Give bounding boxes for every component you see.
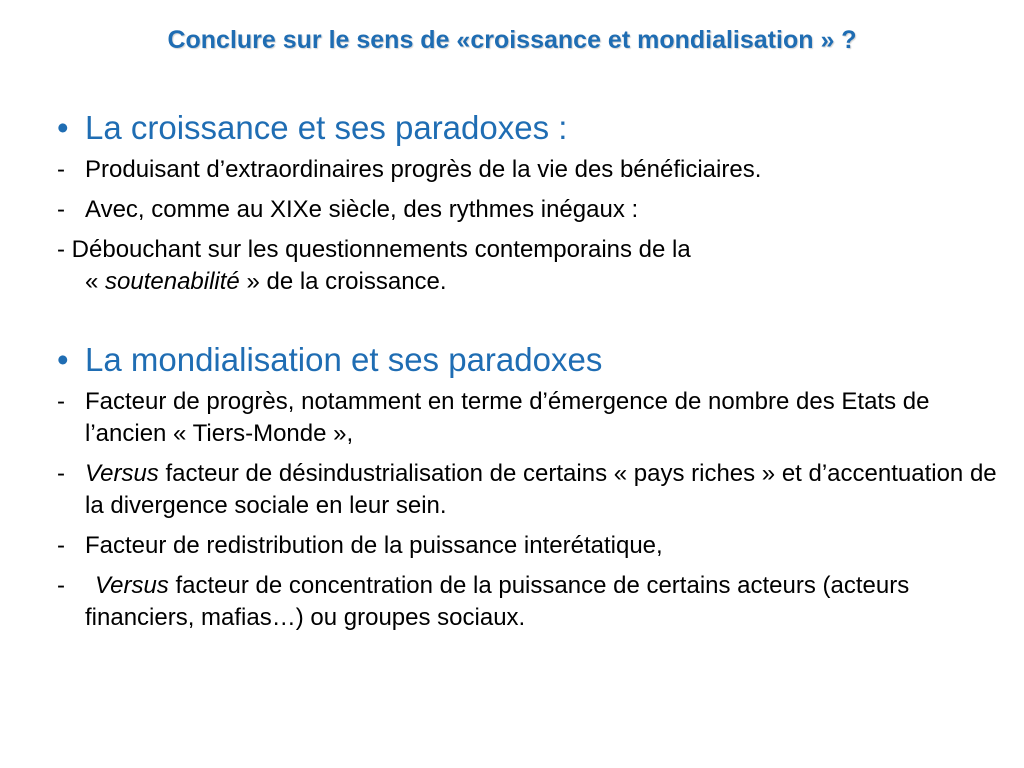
list-item xyxy=(57,458,1007,522)
italic-term: Versus xyxy=(85,460,159,487)
list-item xyxy=(57,570,1007,634)
spacer xyxy=(57,298,1007,340)
section-heading-mondialisation xyxy=(57,340,1007,380)
dash-marker: - xyxy=(57,532,65,559)
list-item-text-line1: - Débouchant sur les questionnements contemporains de la xyxy=(57,236,691,263)
list-item-text: facteur de concentration de la puissance de certains acteurs (acteurs financiers, mafias…) ou groupes sociaux. xyxy=(85,572,910,631)
bullet-icon: • xyxy=(57,109,69,146)
dash-marker: - xyxy=(57,156,65,183)
slide-title: Conclure sur le sens de «croissance et mondialisation » ? xyxy=(167,26,857,54)
section-heading-text: La mondialisation et ses paradoxes xyxy=(85,341,603,378)
list-item-text: Facteur de redistribution de la puissance interétatique, xyxy=(85,532,663,559)
section-heading-croissance xyxy=(57,108,1007,148)
dash-marker: - xyxy=(57,388,65,415)
list-item xyxy=(57,194,1007,226)
list-item-text: facteur de désindustrialisation de certains « pays riches » et d’accentuation de la divergence sociale en leur sein. xyxy=(85,460,997,519)
list-item xyxy=(57,530,1007,562)
quote-open: « xyxy=(85,268,106,295)
list-item-text: Avec, comme au XIXe siècle, des rythmes inégaux : xyxy=(85,196,639,223)
indent-spacer xyxy=(85,572,95,599)
list-item xyxy=(57,154,1007,186)
bullet-icon: • xyxy=(57,341,69,378)
list-item-text-line2 xyxy=(57,266,1007,298)
list-item xyxy=(57,386,1007,450)
dash-marker: - xyxy=(57,460,65,487)
dash-marker: - xyxy=(57,572,65,599)
dash-marker: - xyxy=(57,196,65,223)
quote-close: » de la croissance. xyxy=(239,268,447,295)
list-item xyxy=(57,234,1007,298)
italic-term: soutenabilité xyxy=(105,268,240,295)
section-heading-text: La croissance et ses paradoxes : xyxy=(85,109,568,146)
slide-content xyxy=(57,108,1007,634)
list-item-text: Facteur de progrès, notamment en terme d’émergence de nombre des Etats de l’ancien « Tiers-Monde », xyxy=(85,388,930,447)
italic-term: Versus xyxy=(95,572,169,599)
list-item-text: Produisant d’extraordinaires progrès de la vie des bénéficiaires. xyxy=(85,156,762,183)
